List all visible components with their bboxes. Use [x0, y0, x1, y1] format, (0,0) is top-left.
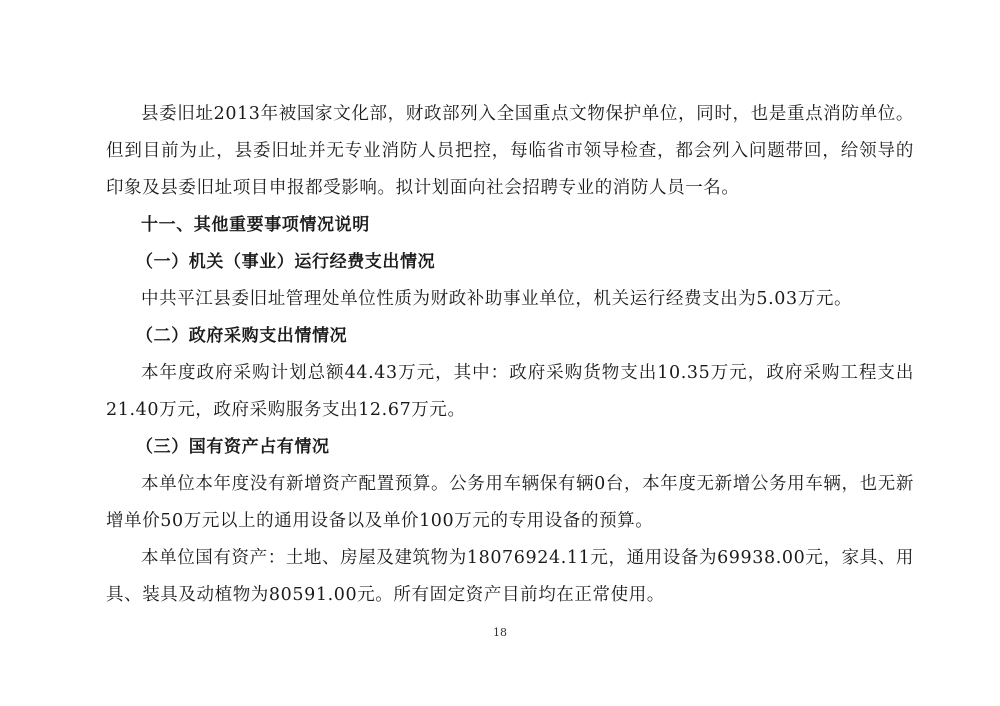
subsection-heading-operating-costs: （一）机关（事业）运行经费支出情况: [136, 252, 436, 272]
paragraph-asset-budget: 本单位本年度没有新增资产配置预算。公务用车辆保有辆0台，本年度无新增公务用车辆，也无新增单价50万元以上的通用设备以及单价100万元的专用设备的预算。: [106, 474, 914, 531]
subsection-heading-state-assets: （三）国有资产占有情况: [136, 437, 330, 457]
paragraph-operating-costs: 中共平江县委旧址管理处单位性质为财政补助事业单位，机关运行经费支出为5.03万元。: [141, 289, 853, 309]
paragraph-fire-safety: 县委旧址2013年被国家文化部，财政部列入全国重点文物保护单位，同时，也是重点消防单位。但到目前为止，县委旧址并无专业消防人员把控，每临省市领导检查，都会列入问题带回，给领导的印象及县委旧址项目申报都受影响。拟计划面向社会招聘专业的消防人员一名。: [106, 104, 914, 198]
document-body: [106, 96, 914, 614]
section-heading-other-matters: 十一、其他重要事项情况说明: [141, 215, 370, 235]
paragraph-procurement: 本年度政府采购计划总额44.43万元，其中：政府采购货物支出10.35万元，政府采购工程支出21.40万元，政府采购服务支出12.67万元。: [106, 363, 914, 420]
paragraph-asset-values: 本单位国有资产：土地、房屋及建筑物为18076924.11元，通用设备为69938.00元，家具、用具、装具及动植物为80591.00元。所有固定资产目前均在正常使用。: [106, 548, 914, 605]
subsection-heading-procurement: （二）政府采购支出情情况: [136, 326, 348, 346]
page-number: 18: [493, 626, 507, 639]
